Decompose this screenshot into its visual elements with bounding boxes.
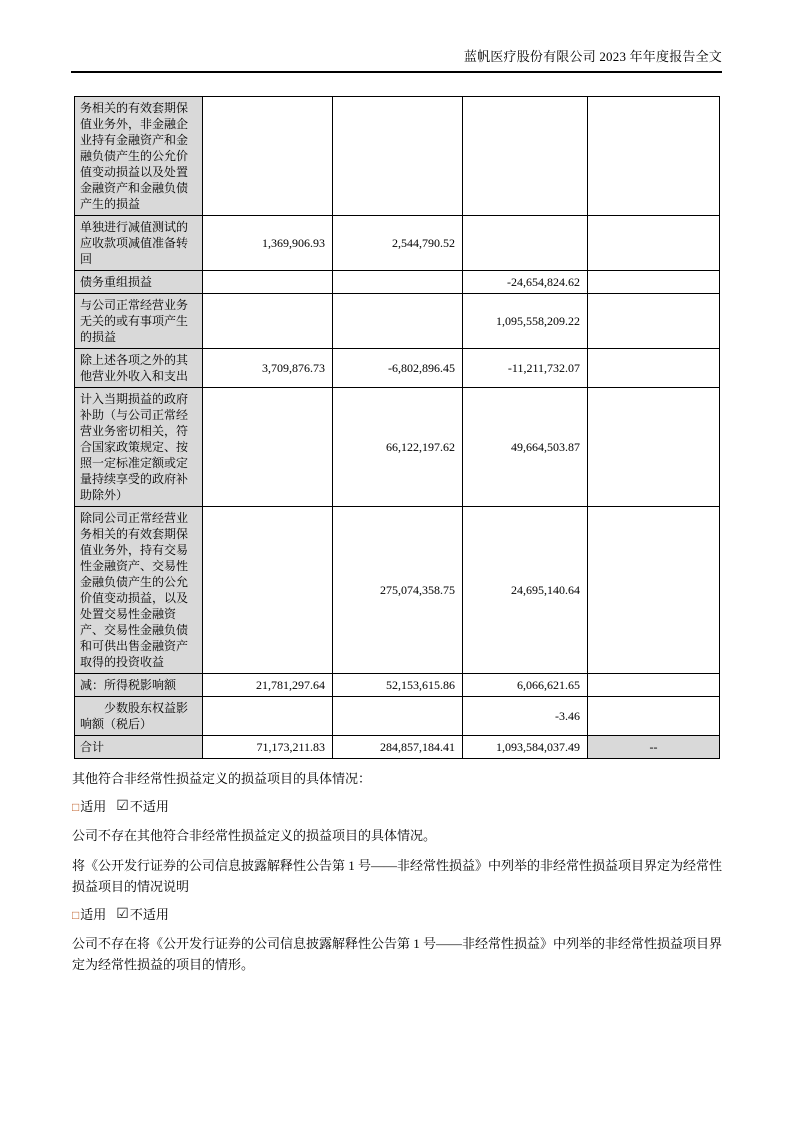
not-applicable-label: 不适用 bbox=[129, 907, 169, 922]
row-label: 除上述各项之外的其他营业外收入和支出 bbox=[75, 349, 203, 388]
cell-amount-y2022: 284,857,184.41 bbox=[333, 736, 463, 759]
cell-amount-y2021 bbox=[463, 97, 588, 216]
cell-amount-y2021: 1,093,584,037.49 bbox=[463, 736, 588, 759]
cell-amount-y2023: 71,173,211.83 bbox=[203, 736, 333, 759]
table-row bbox=[75, 216, 720, 271]
cell-note bbox=[588, 507, 720, 674]
cell-amount-y2021 bbox=[463, 216, 588, 271]
cell-amount-y2023: 21,781,297.64 bbox=[203, 674, 333, 697]
cell-amount-y2022: 2,544,790.52 bbox=[333, 216, 463, 271]
cell-amount-y2022 bbox=[333, 294, 463, 349]
cell-amount-y2022: -6,802,896.45 bbox=[333, 349, 463, 388]
report-page bbox=[71, 0, 722, 1122]
cell-amount-y2021: 49,664,503.87 bbox=[463, 388, 588, 507]
row-label: 务相关的有效套期保值业务外，非金融企业持有金融资产和金融负债产生的公允价值变动损益以及处置金融资产和金融负债产生的损益 bbox=[75, 97, 203, 216]
cell-amount-y2023 bbox=[203, 697, 333, 736]
cell-amount-y2023 bbox=[203, 507, 333, 674]
cell-note bbox=[588, 294, 720, 349]
table-row bbox=[75, 97, 720, 216]
cell-amount-y2022 bbox=[333, 697, 463, 736]
checked-box-icon: ☑ bbox=[116, 907, 129, 922]
cell-amount-y2022: 66,122,197.62 bbox=[333, 388, 463, 507]
table-row bbox=[75, 697, 720, 736]
applicable-label: 适用 bbox=[80, 907, 107, 922]
cell-amount-y2022: 275,074,358.75 bbox=[333, 507, 463, 674]
cell-note bbox=[588, 349, 720, 388]
cell-amount-y2022 bbox=[333, 97, 463, 216]
row-label: 除同公司正常经营业务相关的有效套期保值业务外，持有交易性金融资产、交易性金融负债产生的公允价值变动损益，以及处置交易性金融资产、交易性金融负债和可供出售金融资产取得的投资收益 bbox=[75, 507, 203, 674]
row-label: 合计 bbox=[75, 736, 203, 759]
cell-amount-y2021: 6,066,621.65 bbox=[463, 674, 588, 697]
not-applicable-label: 不适用 bbox=[129, 799, 169, 814]
row-label: 与公司正常经营业务无关的或有事项产生的损益 bbox=[75, 294, 203, 349]
cell-note bbox=[588, 97, 720, 216]
table-row bbox=[75, 294, 720, 349]
row-label: 计入当期损益的政府补助（与公司正常经营业务密切相关，符合国家政策规定、按照一定标准定额或定量持续享受的政府补助除外） bbox=[75, 388, 203, 507]
cell-amount-y2023 bbox=[203, 388, 333, 507]
table-row bbox=[75, 388, 720, 507]
unchecked-box-icon: □ bbox=[72, 908, 80, 922]
cell-amount-y2023 bbox=[203, 271, 333, 294]
cell-note bbox=[588, 271, 720, 294]
paragraph-define-desc: 公司不存在将《公开发行证券的公司信息披露解释性公告第 1 号——非经常性损益》中列举的非经常性损益项目界定为经常性损益的项目的情形。 bbox=[72, 936, 723, 972]
header-divider bbox=[71, 71, 722, 73]
cell-note bbox=[588, 216, 720, 271]
cell-amount-y2022: 52,153,615.86 bbox=[333, 674, 463, 697]
cell-amount-y2023 bbox=[203, 294, 333, 349]
unchecked-box-icon: □ bbox=[72, 800, 80, 814]
cell-amount-y2023: 1,369,906.93 bbox=[203, 216, 333, 271]
cell-amount-y2021: -3.46 bbox=[463, 697, 588, 736]
applicability-row-1 bbox=[72, 798, 722, 816]
applicability-row-2 bbox=[72, 906, 722, 924]
checked-box-icon: ☑ bbox=[116, 799, 129, 814]
cell-note bbox=[588, 388, 720, 507]
table-row-total bbox=[75, 736, 720, 759]
cell-amount-y2023: 3,709,876.73 bbox=[203, 349, 333, 388]
table-row bbox=[75, 674, 720, 697]
table-row bbox=[75, 271, 720, 294]
table-row bbox=[75, 507, 720, 674]
row-label: 单独进行减值测试的应收款项减值准备转回 bbox=[75, 216, 203, 271]
non-recurring-gains-losses-table bbox=[74, 96, 720, 759]
row-label: 减：所得税影响额 bbox=[75, 674, 203, 697]
body-text bbox=[72, 768, 722, 975]
header-title: 蓝帆医疗股份有限公司 2023 年年度报告全文 bbox=[463, 49, 722, 64]
row-label: 债务重组损益 bbox=[75, 271, 203, 294]
paragraph-other-items-desc: 公司不存在其他符合非经常性损益定义的损益项目的具体情况。 bbox=[72, 828, 437, 843]
cell-note-dash: -- bbox=[588, 736, 720, 759]
paragraph-other-items-title: 其他符合非经常性损益定义的损益项目的具体情况： bbox=[72, 771, 372, 786]
cell-amount-y2021: -24,654,824.62 bbox=[463, 271, 588, 294]
cell-note bbox=[588, 697, 720, 736]
table-row bbox=[75, 349, 720, 388]
paragraph-define-title: 将《公开发行证券的公司信息披露解释性公告第 1 号——非经常性损益》中列举的非经常性损益项目界定为经常性损益项目的情况说明 bbox=[72, 858, 723, 894]
cell-amount-y2021: 24,695,140.64 bbox=[463, 507, 588, 674]
page-header bbox=[71, 0, 722, 64]
applicable-label: 适用 bbox=[80, 799, 107, 814]
cell-amount-y2022 bbox=[333, 271, 463, 294]
cell-amount-y2021: 1,095,558,209.22 bbox=[463, 294, 588, 349]
cell-amount-y2023 bbox=[203, 97, 333, 216]
cell-note bbox=[588, 674, 720, 697]
row-label: 少数股东权益影响额（税后） bbox=[75, 697, 203, 736]
cell-amount-y2021: -11,211,732.07 bbox=[463, 349, 588, 388]
